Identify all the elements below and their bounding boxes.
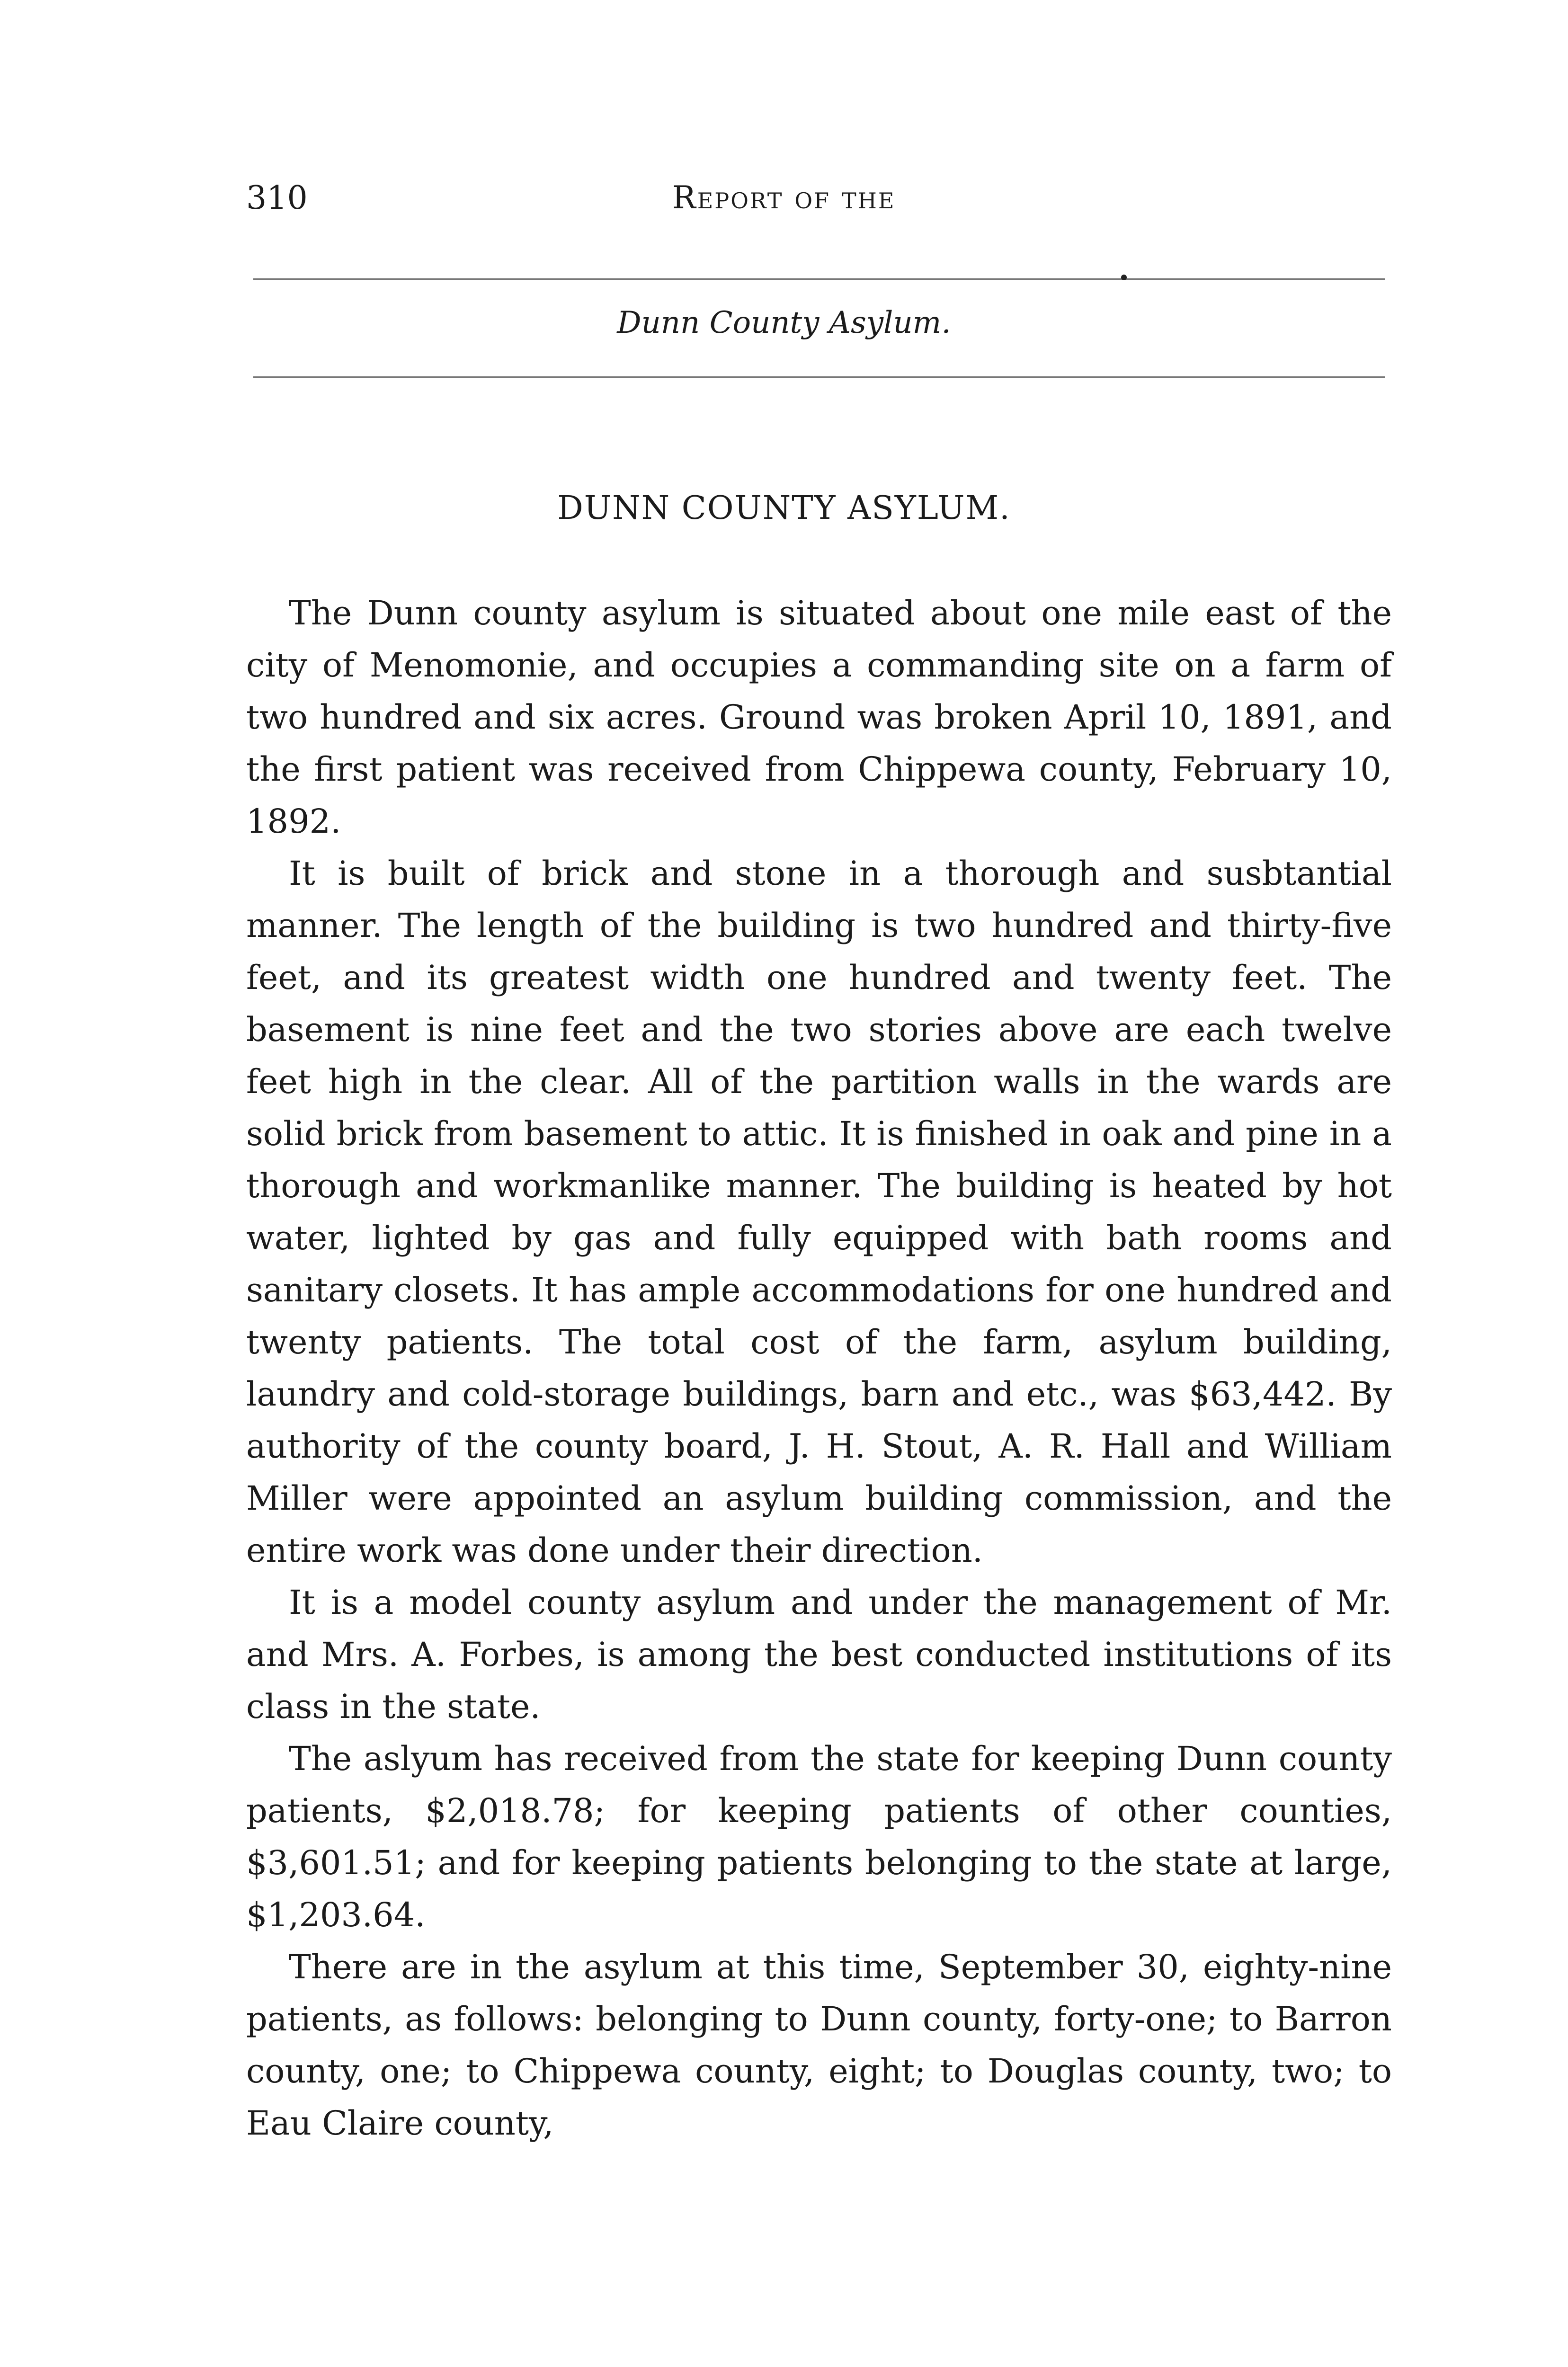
paragraph: There are in the asylum at this time, September 30, eighty-nine patients, as follows: belonging to Dunn county, forty-one; to Barron county, one; to Chippewa county, eight; to Douglas county, two; to Eau Claire county, — [246, 1948, 1392, 2143]
paragraph: The aslyum has received from the state for keeping Dunn county patients, $2,018.78; for keeping patients of other counties, $3,601.51; and for keeping patients belonging to the state at large, $1,203.64. — [246, 1739, 1392, 1934]
header-rule-bottom — [253, 376, 1385, 378]
printer-dot — [1121, 275, 1127, 280]
running-head: Report of the — [672, 179, 896, 216]
paragraph: The Dunn county asylum is situated about one mile east of the city of Menomonie, and occupies a commanding site on a farm of two hundred and six acres. Ground was broken April 10, 1891, and the first patient was received from Chippewa county, February 10, 1892. — [246, 594, 1392, 841]
section-subhead: Dunn County Asylum. — [617, 305, 951, 340]
header-rule-top — [253, 278, 1385, 280]
page-number: 310 — [246, 179, 308, 217]
article-title: DUNN COUNTY ASYLUM. — [557, 489, 1011, 527]
paragraph: It is built of brick and stone in a thorough and susbtantial manner. The length of the building is two hundred and thirty-five feet, and its greatest width one hundred and twenty feet. The basement is nine feet and the two stories above are each twelve feet high in the clear. All of the partition walls in the wards are solid brick from basement to attic. It is finished in oak and pine in a thorough and workmanlike manner. The building is heated by hot water, lighted by gas and fully equipped with bath rooms and sanitary closets. It has ample accommodations for one hundred and twenty patients. The total cost of the farm, asylum building, laundry and cold-storage buildings, barn and etc., was $63,442. By authority of the county board, J. H. Stout, A. R. Hall and William Miller were appointed an asylum building commission, and the entire work was done under their direction. — [246, 854, 1392, 1570]
article-body — [246, 587, 1392, 2149]
paragraph: It is a model county asylum and under the management of Mr. and Mrs. A. Forbes, is among the best conducted institutions of its class in the state. — [246, 1583, 1392, 1726]
